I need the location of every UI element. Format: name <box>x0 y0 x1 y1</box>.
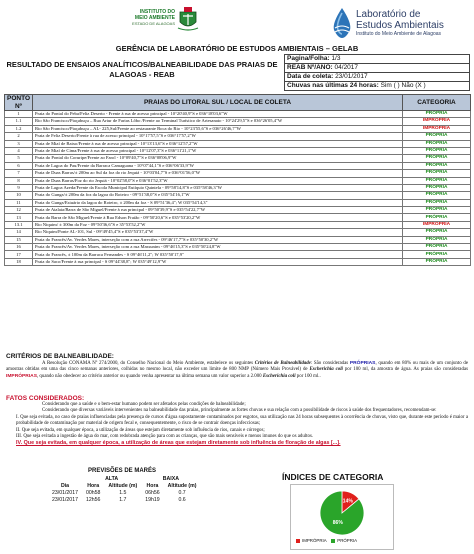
meta-reab <box>285 64 470 73</box>
table-row <box>5 170 471 177</box>
criteria-title: CRITÉRIOS DE BALNEABILIDADE: <box>6 353 114 360</box>
point-number: 12 <box>5 207 33 214</box>
meta-reab-value: 04/2017 <box>334 64 359 71</box>
collection-place: Praia de Atalaia/Barra de São Miguel/Frente à rua principal - 09°50'39,9"S e 035°54'22,7"W <box>33 207 403 214</box>
table-row <box>5 207 471 214</box>
category-impropria: IMPRÓPRIA <box>403 221 471 228</box>
meta-page-label: Pagina/Folha: <box>287 55 330 62</box>
category-impropria: IMPRÓPRIA <box>403 118 471 125</box>
tides-hour-low: 19h19 <box>145 497 160 503</box>
legend-swatch-propria <box>331 539 335 543</box>
collection-place: Praia do Gunga/± 200m da foz da lagoa do Roteiro - 09°51'38,0"S e 035°54'16,1"W <box>33 192 403 199</box>
tides-col-alt-2: Altitude (m) <box>167 483 197 489</box>
collection-place: Praia da Barra de São Miguel/Frente à Rua Edson Fraião - 09°50'20,6"S e 035°53'20,2"W <box>33 214 403 221</box>
legend-label-propria: PRÓPRIA <box>337 538 358 543</box>
facts-title: FATOS CONSIDERADOS: <box>6 395 85 402</box>
meta-page <box>285 55 470 64</box>
category-propria: PRÓPRIA <box>403 192 471 199</box>
point-number: 14 <box>5 229 33 236</box>
point-number: 8 <box>5 177 33 184</box>
facts-p1: Considerando que a saúde e o bem-estar humano podem ser afetados pelas condições de balneabilidade; <box>42 402 246 407</box>
legend-label-impropria: IMPRÓPRIA <box>302 538 327 543</box>
meta-reab-label: REAB Nº/ANO: <box>287 64 333 71</box>
tides-blank <box>48 476 82 483</box>
criteria-paragraph <box>6 361 468 380</box>
col-header-category: CATEGORIA <box>403 95 471 111</box>
table-row <box>5 221 471 228</box>
category-propria: PRÓPRIA <box>403 177 471 184</box>
category-propria: PRÓPRIA <box>403 258 471 265</box>
collection-place: Praia de Duas Barras/Foz do rio Jequiá - 10°02'58,0"S e 036°01'52,3"W <box>33 177 403 184</box>
collection-place: Praia do Saco/Frente à rua principal - S 09°44'38,8"; W 035°49'12,9"W <box>33 258 403 265</box>
point-number: 16 <box>5 244 33 251</box>
criteria-text-c: : São consideradas <box>310 361 350 366</box>
collection-place: Praia de Miaí de Baixo/Frente à rua de acesso principal - 10°13'13,6"S e 036°12'57,2"W <box>33 140 403 147</box>
lab-name-line3: Instituto do Meio Ambiente de Alagoas <box>356 31 442 37</box>
criteria-ecoli-1: Escherichia coli <box>309 367 343 373</box>
point-number: 5 <box>5 155 33 162</box>
point-number: 7 <box>5 170 33 177</box>
tides-baixa: BAIXA <box>162 476 179 482</box>
criteria-ecoli-2: Escherichia coli <box>262 373 296 379</box>
beach-results-table <box>4 94 471 266</box>
point-number: 1.2 <box>5 125 33 132</box>
facts-item-2: II. Que seja evitada, em qualquer época, a utilização de áreas que estejam diretamente sob influência de rios, canais e córregos; <box>16 427 265 433</box>
header <box>0 0 474 44</box>
facts-item-3: III. Que seja evitada a ingestão de água do mar, com redobrada atenção para com as crianças, que são mais sensíveis e menos imunes do que os adultos. <box>16 434 314 440</box>
facts-item-4: IV. Que seja evitada, em qualquer época, a utilização de áreas que estejam diretamente sob influência de floração de algas [...]. <box>16 440 341 447</box>
point-number: 10 <box>5 192 33 199</box>
tides-row <box>48 490 201 497</box>
criteria-text-g: por 100 ml, da amostra de água. As praias são consideradas <box>342 367 468 373</box>
meta-date <box>285 73 470 82</box>
chart-title: ÍNDICES DE CATEGORIA <box>282 472 384 482</box>
point-number: 9 <box>5 184 33 191</box>
facts-item-1: I. Que seja evitada, no caso de praias influenciadas pela presença de cursos d'água supostamente contaminados por esgotos, sua utilização nas 24 horas subsequentes à ocorrência de chuvas, visto que, durante este período é maior a probabilidade de contaminação por material de origem fecal e, consequentemente, o risco de se contrair doenças infecciosas; <box>16 414 468 427</box>
criteria-impropria: IMPRÓPRIAS <box>6 373 37 379</box>
collection-place: Praia de Lagoa do Pau/Frente da Barraca Camaguana - 10°07'44,1"S e 036°06'33,9"W <box>33 162 403 169</box>
category-propria: PRÓPRIA <box>403 111 471 118</box>
legend-swatch-impropria <box>296 539 300 543</box>
meta-rain-value: Sim ( ) Não (X ) <box>380 82 426 89</box>
point-number: 11 <box>5 199 33 206</box>
tides-day: 23/01/2017 <box>52 497 78 503</box>
facts-p2: Considerando que diversas variáveis intervenientes na balneabilidade das praias, principalmente as fortes chuvas e sua relação com a possibilidade de riscos à saúde dos frequentadores, recomendam-se: <box>42 408 437 414</box>
meta-date-label: Data de coleta: <box>287 73 334 80</box>
point-number: 18 <box>5 258 33 265</box>
tides-col-hour-1: Hora <box>87 483 100 489</box>
table-body <box>5 111 471 266</box>
table-row <box>5 229 471 236</box>
category-propria: PRÓPRIA <box>403 184 471 191</box>
table-row <box>5 251 471 258</box>
category-propria: PRÓPRIA <box>403 140 471 147</box>
criteria-text-k: por 100 ml.. <box>295 373 321 379</box>
category-propria: PRÓPRIA <box>403 147 471 154</box>
point-number: 1.1 <box>5 118 33 125</box>
tides-hour-low: 06h56 <box>145 490 160 496</box>
tides-col-alt-1: Altitude (m) <box>108 483 138 489</box>
table-row <box>5 111 471 118</box>
tides-alt-high: 1.5 <box>119 490 127 496</box>
category-propria: PRÓPRIA <box>403 133 471 140</box>
point-number: 13.1 <box>5 221 33 228</box>
tides-col-hour-2: Hora <box>146 483 159 489</box>
pie-label-própria: 86% <box>332 519 343 526</box>
collection-place: Praia de Feliz Deserto/Frente à rua de acesso principal - 10°17'57,5"S e 036°17'57,2"W <box>33 133 403 140</box>
table-row <box>5 147 471 154</box>
collection-place: Praia do Francês, ± 100m da Barraca Fernandes - S 09°46'11,2"; W 035°50'17,9" <box>33 251 403 258</box>
table-row <box>5 162 471 169</box>
collection-place: Praia de Miaí de Cima/Frente à rua de acesso principal - 10°12'07,3"S e 036°11'21,1"W <box>33 147 403 154</box>
collection-place: Praia do Francês/Av. Verdes Mares, interseção com a rua Arrecifes - 09°46'17,7"S e 035°50'30,2"W <box>33 236 403 243</box>
collection-place: Praia do Pontal do Coruripe/Frente ao Farol - 10°09'40,7"S e 036°08'06,9"W <box>33 155 403 162</box>
facts-section <box>6 395 468 447</box>
ima-logo-line3: ESTADO DE ALAGOAS <box>132 21 175 26</box>
category-propria: PRÓPRIA <box>403 207 471 214</box>
report-title: RESULTADO DE ENSAIOS ANALÍTICOS/BALNEABILIDADE DAS PRAIAS DE ALAGOAS - REAB <box>6 60 278 79</box>
collection-place: Praia do Gunga/Estuário da lagoa do Roteiro, ± 200m da foz - S 09°51'36,4"; W 035°54'14,3" <box>33 199 403 206</box>
collection-place: Rio Niquim/Ponte AL-101, Sul - 09°49'45,4"S e 035°53'37,4"W <box>33 229 403 236</box>
tides-alt-low: 0.7 <box>178 490 186 496</box>
criteria-propria: PRÓPRIAS <box>349 361 376 366</box>
point-number: 15 <box>5 236 33 243</box>
tides-alt-low: 0.6 <box>178 497 186 503</box>
category-propria: PRÓPRIA <box>403 170 471 177</box>
tides-hour-high: 12h56 <box>85 497 101 503</box>
meta-rain <box>285 82 470 91</box>
tides-col-day: Dia <box>60 483 70 489</box>
table-row <box>5 192 471 199</box>
point-number: 1 <box>5 111 33 118</box>
tides-alta: ALTA <box>105 476 119 482</box>
tides-alt-high: 1.7 <box>119 497 127 503</box>
criteria-text-e: , quando em 80% ou mais de um conjunto de amostras obtidas em uma das cinco semanas anteriores, colhidas no mesmo local, não exceder um limite de 800 NMP (Número Mais Provável) de <box>6 361 468 373</box>
table-row <box>5 184 471 191</box>
category-propria: PRÓPRIA <box>403 236 471 243</box>
category-propria: PRÓPRIA <box>403 214 471 221</box>
collection-place: Praia de Duas Barras/± 200m ao Sul da foz do rio Jequiá - 10°03'04,7"S e 036°01'56,0"W <box>33 170 403 177</box>
category-propria: PRÓPRIA <box>403 229 471 236</box>
criteria-text-b: Critérios de Balneabilidade <box>254 361 311 366</box>
criteria-section <box>6 353 468 380</box>
lab-logo-text <box>356 9 471 38</box>
criteria-text-i: , quando não obedecer ao critério anterior ou quando venha apresentar na última semana um valor superior a 2.000 <box>36 373 263 379</box>
category-propria: PRÓPRIA <box>403 251 471 258</box>
point-number: 2 <box>5 133 33 140</box>
lab-name-line1: Laboratório de <box>356 9 421 20</box>
ima-logo <box>115 9 175 27</box>
tides-row <box>48 497 201 504</box>
ima-logo-line2: MEIO AMBIENTE <box>134 15 175 21</box>
tides-hour-high: 00h58 <box>85 490 101 496</box>
table-row <box>5 140 471 147</box>
category-propria: PRÓPRIA <box>403 199 471 206</box>
meta-page-value: 1/3 <box>331 55 341 62</box>
table-row <box>5 258 471 265</box>
tides-day: 23/01/2017 <box>52 490 78 496</box>
point-number: 4 <box>5 147 33 154</box>
category-propria: PRÓPRIA <box>403 162 471 169</box>
water-drop-logo-icon <box>330 7 354 39</box>
collection-place: Praia de Lagoa Azeda/Frente da Escola Municipal Eutíquio Quintela - 09°58'14,8"S e 035°58'46,3"W <box>33 184 403 191</box>
point-number: 17 <box>5 251 33 258</box>
collection-place: Rio São Francisco/Piaçabuçu – AL- 225,Sul/Frente ao restaurante Boca do Rio - 10°23'55,6"S e 036°26'46,7"W <box>33 125 403 132</box>
criteria-text-a: A Resolução CONAMA Nº 274/2000, do Conselho Nacional do Meio Ambiente, estabelece os seguintes <box>42 361 255 366</box>
lab-name-line2: Estudos Ambientais <box>356 20 444 31</box>
table-row <box>5 125 471 132</box>
meta-date-value: 23/01/2017 <box>335 73 368 80</box>
collection-place: Rio São Francisco/Piaçabuçu – Rua Artur de Farias Lôbo /Frente ao Terminal Turístico de Artesanato - 10°24'29,5"S e 036°26'05,4"W <box>33 118 403 125</box>
chart-legend <box>296 538 357 543</box>
table-row <box>5 236 471 243</box>
manager-title: GERÊNCIA DE LABORATÓRIO DE ESTUDOS AMBIENTAIS – GELAB <box>115 44 359 53</box>
category-propria: PRÓPRIA <box>403 155 471 162</box>
table-row <box>5 199 471 206</box>
pie-label-imprópria: 14% <box>342 498 353 505</box>
table-row <box>5 244 471 251</box>
collection-place: Praia do Pontal do Peba/Feliz Deserto - Frente à rua de acesso principal - 10°20'40,9"S e 036°18'03,6"W <box>33 111 403 118</box>
state-crest-icon <box>177 6 199 32</box>
col-header-point: PONTO Nº <box>5 95 33 111</box>
point-number: 13 <box>5 214 33 221</box>
ima-logo-line1: INSTITUTO DO <box>139 9 175 15</box>
meta-rain-label: Chuvas nas últimas 24 horas: <box>287 82 379 89</box>
table-row <box>5 177 471 184</box>
point-number: 3 <box>5 140 33 147</box>
category-propria: PRÓPRIA <box>403 244 471 251</box>
tides-table <box>48 476 201 504</box>
table-row <box>5 155 471 162</box>
table-row <box>5 133 471 140</box>
col-header-place: PRAIAS DO LITORAL SUL / LOCAL DE COLETA <box>33 95 403 111</box>
collection-place: Rio Niquim/ ± 300m da Foz - 09°50'36,6"S e 35°53'52,2"W <box>33 221 403 228</box>
table-row <box>5 214 471 221</box>
collection-place: Praia do Francês/Av. Verdes Mares, interseção com a rua Massunim - 09°46'15,3"S e 035°50'24,8"W <box>33 244 403 251</box>
point-number: 6 <box>5 162 33 169</box>
category-impropria: IMPRÓPRIA <box>403 125 471 132</box>
tides-title: PREVISÕES DE MARÉS <box>88 468 157 474</box>
report-meta-table <box>284 54 470 91</box>
table-row <box>5 118 471 125</box>
